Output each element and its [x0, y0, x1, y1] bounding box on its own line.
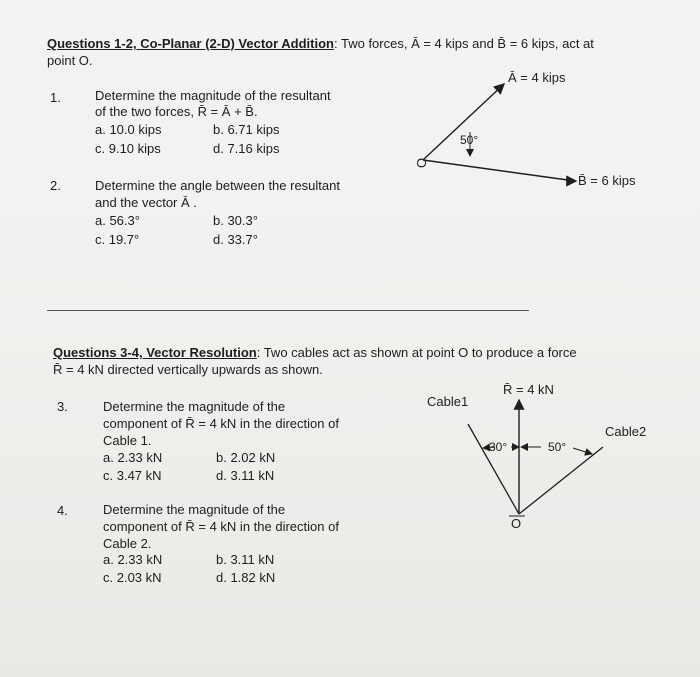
- q1-text-line1: Determine the magnitude of the resultant: [95, 88, 331, 103]
- q34-header-title: Questions 3-4, Vector Resolution: [53, 345, 257, 360]
- q4-number: 4.: [57, 503, 68, 518]
- q12-header: [47, 36, 594, 52]
- q1-choice-d: d. 7.16 kips: [213, 141, 280, 156]
- cable2-line: [519, 447, 603, 514]
- q4-text-line2: component of R̄ = 4 kN in the direction of: [103, 519, 339, 534]
- q1-choice-a: a. 10.0 kips: [95, 122, 162, 137]
- resultant-label: R̄ = 4 kN: [503, 382, 554, 397]
- q3-text-line2: component of R̄ = 4 kN in the direction of: [103, 416, 339, 431]
- q4-choice-b: b. 3.11 kN: [216, 552, 275, 567]
- q3-choice-a: a. 2.33 kN: [103, 450, 163, 465]
- q4-text-line1: Determine the magnitude of the: [103, 502, 286, 517]
- q34-header-line2: R̄ = 4 kN directed vertically upwards as shown.: [53, 362, 323, 377]
- cable-resolution-diagram: [425, 378, 690, 538]
- cable2-label: Cable2: [605, 424, 647, 439]
- q1-text-line2: of the two forces, R̄ = Ā + B̄.: [95, 104, 258, 119]
- vector-b-line: [423, 160, 575, 181]
- q4-text-line3: Cable 2.: [103, 536, 152, 551]
- origin-label-2: O: [511, 516, 522, 531]
- q12-header-text: : Two forces, Ā = 4 kips and B̄ = 6 kips, act at: [334, 36, 594, 51]
- angle2-label: 50°: [548, 440, 567, 454]
- q2-choice-d: d. 33.7°: [213, 232, 258, 247]
- vector-a-label: Ā = 4 kips: [508, 70, 566, 85]
- vector-a-line: [423, 84, 504, 160]
- cable1-label: Cable1: [427, 394, 469, 409]
- q12-header-line2: point O.: [47, 53, 93, 68]
- q34-header: [53, 345, 577, 361]
- q1-choice-c: c. 9.10 kips: [95, 141, 161, 156]
- q2-choice-a: a. 56.3°: [95, 213, 140, 228]
- q4-choice-a: a. 2.33 kN: [103, 552, 163, 567]
- q4-choice-d: d. 1.82 kN: [216, 570, 276, 585]
- q3-text-line1: Determine the magnitude of the: [103, 399, 286, 414]
- angle-label: 50°: [460, 133, 479, 147]
- angle2-arrow-right: [573, 448, 592, 454]
- q3-choice-d: d. 3.11 kN: [216, 468, 275, 483]
- q1-number: 1.: [50, 90, 61, 105]
- q2-text-line1: Determine the angle between the resultant: [95, 178, 340, 193]
- force-vector-diagram: [400, 60, 660, 190]
- q2-choice-c: c. 19.7°: [95, 232, 140, 247]
- section-divider: [47, 310, 529, 311]
- angle1-label: 30°: [489, 440, 508, 454]
- vector-b-label: B̄ = 6 kips: [578, 173, 636, 188]
- q3-choice-b: b. 2.02 kN: [216, 450, 276, 465]
- q4-choice-c: c. 2.03 kN: [103, 570, 162, 585]
- cable1-line: [468, 424, 519, 514]
- q12-header-title: Questions 1-2, Co-Planar (2-D) Vector Addition: [47, 36, 334, 51]
- q3-choice-c: c. 3.47 kN: [103, 468, 162, 483]
- origin-label: O: [414, 157, 429, 168]
- q1-choice-b: b. 6.71 kips: [213, 122, 280, 137]
- q2-number: 2.: [50, 178, 61, 193]
- q2-choice-b: b. 30.3°: [213, 213, 258, 228]
- q3-number: 3.: [57, 399, 68, 414]
- q34-header-text: : Two cables act as shown at point O to produce a force: [256, 345, 577, 360]
- q3-text-line3: Cable 1.: [103, 433, 152, 448]
- q2-text-line2: and the vector Ā .: [95, 195, 197, 210]
